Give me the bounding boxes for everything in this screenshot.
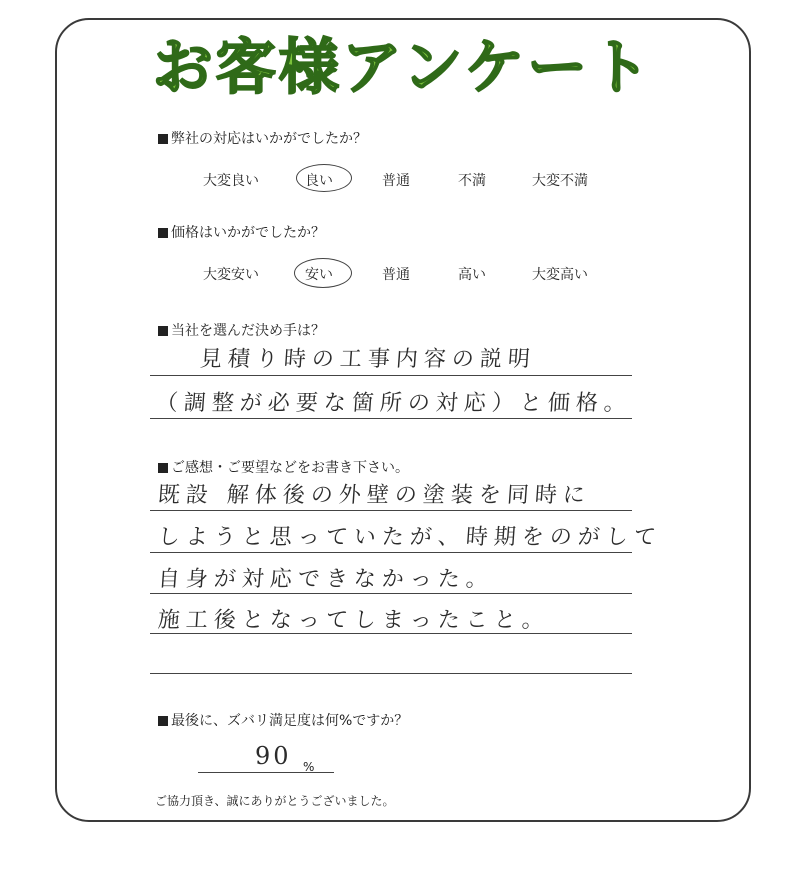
bullet-square-icon bbox=[158, 463, 168, 473]
answer-rule bbox=[150, 593, 632, 594]
question-service-text: 弊社の対応はいかがでしたか？ bbox=[171, 131, 367, 147]
answer-rule bbox=[150, 633, 632, 634]
question-deciding-factor bbox=[158, 320, 325, 340]
option-normal[interactable]: 普通 bbox=[382, 173, 410, 189]
satisfaction-unit: % bbox=[303, 760, 315, 774]
option-very-expensive[interactable]: 大変高い bbox=[532, 267, 588, 283]
answer-rule bbox=[150, 375, 632, 376]
question-comments bbox=[158, 457, 409, 477]
question-price-text: 価格はいかがでしたか？ bbox=[171, 225, 325, 241]
bullet-square-icon bbox=[158, 134, 168, 144]
answer-rule bbox=[150, 418, 632, 419]
answer-line: しようと思っていたが、時期をのがして bbox=[156, 525, 663, 550]
survey-title: お客様アンケート bbox=[152, 33, 654, 103]
answer-line: 自身が対応できなかった。 bbox=[156, 567, 495, 592]
answer-line: 既設 解体後の外壁の塗装を同時に bbox=[156, 483, 592, 508]
option-normal[interactable]: 普通 bbox=[382, 267, 410, 283]
answer-rule bbox=[150, 510, 632, 511]
option-good[interactable]: 良い bbox=[305, 173, 333, 189]
bullet-square-icon bbox=[158, 228, 168, 238]
option-dissatisfied[interactable]: 不満 bbox=[458, 173, 486, 189]
satisfaction-value: 90 bbox=[255, 742, 292, 770]
answer-line: （調整が必要な箇所の対応）と価格。 bbox=[154, 391, 633, 416]
satisfaction-rule bbox=[198, 772, 334, 773]
answer-line: 施工後となってしまったこと。 bbox=[156, 608, 551, 633]
bullet-square-icon bbox=[158, 716, 168, 726]
question-satisfaction-text: 最後に、ズバリ満足度は何%ですか？ bbox=[171, 713, 409, 729]
question-comments-text: ご感想・ご要望などをお書き下さい。 bbox=[171, 460, 409, 476]
option-very-cheap[interactable]: 大変安い bbox=[203, 267, 259, 283]
question-deciding-factor-text: 当社を選んだ決め手は？ bbox=[171, 323, 325, 339]
option-very-good[interactable]: 大変良い bbox=[203, 173, 259, 189]
question-price bbox=[158, 222, 325, 242]
option-very-dissatisfied[interactable]: 大変不満 bbox=[532, 173, 588, 189]
question-service bbox=[158, 128, 367, 148]
option-cheap[interactable]: 安い bbox=[305, 267, 333, 283]
answer-rule bbox=[150, 552, 632, 553]
thank-you-note: ご協力頂き、誠にありがとうございました。 bbox=[155, 794, 395, 808]
question-satisfaction bbox=[158, 710, 408, 730]
bullet-square-icon bbox=[158, 326, 168, 336]
answer-line: 見積り時の工事内容の説明 bbox=[198, 347, 537, 372]
option-expensive[interactable]: 高い bbox=[458, 267, 486, 283]
answer-rule bbox=[150, 673, 632, 674]
